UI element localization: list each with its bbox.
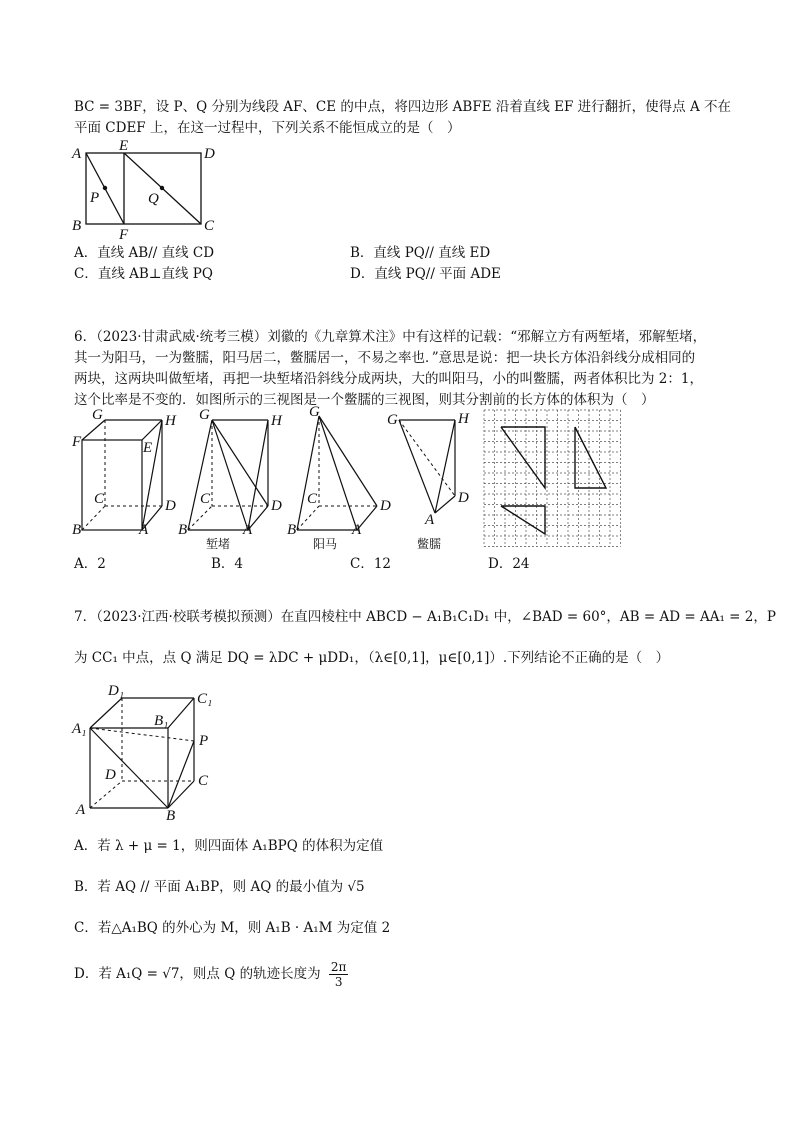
q6-caption-bienao: 鳖臑 bbox=[417, 537, 442, 551]
q5-option-d[interactable]: D．直线 PQ// 平面 ADE bbox=[350, 266, 501, 282]
q6-qiandu-label-D: D bbox=[271, 498, 282, 514]
q6-yangma-label-D: D bbox=[380, 498, 391, 514]
q5-label-D: D bbox=[204, 146, 215, 162]
q5-label-C: C bbox=[204, 218, 215, 234]
q5-label-F: F bbox=[119, 227, 129, 243]
q6-text-line-3: 两块，这两块叫做堑堵，再把一块堑堵沿斜线分成两块，大的叫阳马，小的叫鳖臑，两者体积比为 2：1， bbox=[74, 371, 703, 387]
q6-yangma-label-B: B bbox=[287, 522, 297, 538]
q5-option-c[interactable]: C．直线 AB⊥直线 PQ bbox=[74, 266, 213, 282]
q7-text-line-2: 为 CC₁ 中点，点 Q 满足 DQ = λDC + μDD₁，（λ∈[0,1]，μ∈[0,1]）.下列结论不正确的是（ ） bbox=[74, 650, 670, 666]
q7-option-d-text: D．若 A₁Q = √7，则点 Q 的轨迹长度为 bbox=[74, 966, 321, 982]
q6-bienao-label-D: D bbox=[458, 490, 469, 506]
q7-label-A1: A₁ bbox=[72, 721, 87, 737]
q5-label-E: E bbox=[119, 138, 129, 154]
q5-label-Q: Q bbox=[148, 191, 159, 207]
q6-option-d[interactable]: D．24 bbox=[488, 556, 530, 572]
q7-label-B: B bbox=[166, 808, 176, 824]
q6-qiandu-label-H: H bbox=[271, 413, 282, 429]
q7-fraction-denominator: 3 bbox=[334, 975, 343, 989]
q6-bienao-figure bbox=[385, 408, 485, 553]
q5-label-B: B bbox=[72, 218, 82, 234]
q5-option-b[interactable]: B．直线 PQ// 直线 ED bbox=[350, 245, 491, 261]
q6-qiandu-figure bbox=[176, 408, 286, 553]
q6-qiandu-label-A: A bbox=[243, 522, 253, 538]
q6-label-A: A bbox=[139, 522, 149, 538]
q7-option-d[interactable] bbox=[74, 960, 348, 989]
q6-yangma-label-A: A bbox=[352, 522, 362, 538]
q6-three-view-grid bbox=[484, 410, 626, 552]
q6-label-G: G bbox=[92, 407, 103, 423]
q7-fraction-numerator: 2π bbox=[330, 960, 347, 974]
q5-text-line-2: 平面 CDEF 上，在这一过程中，下列关系不能恒成立的是（ ） bbox=[74, 120, 461, 136]
q6-text-line-1: 6．（2023·甘肃武威·统考三模）刘徽的《九章算术注》中有这样的记载：“邪解立方有两堑堵，邪解堑堵， bbox=[74, 329, 707, 345]
q7-label-C1: C₁ bbox=[197, 691, 213, 707]
q6-label-C: C bbox=[94, 491, 105, 507]
q7-label-B1: B₁ bbox=[154, 713, 169, 729]
q7-prism-figure bbox=[70, 683, 230, 823]
q6-yangma-label-G: G bbox=[309, 404, 320, 420]
q6-text-line-4: 这个比率是不变的．如图所示的三视图是一个鳖臑的三视图，则其分割前的长方体的体积为（ ） bbox=[74, 392, 655, 408]
q6-label-F: F bbox=[72, 434, 82, 450]
q6-text-line-2: 其一为阳马，一为鳖臑，阳马居二，鳖臑居一，不易之率也．”意思是说：把一块长方体沿斜线分成相同的 bbox=[74, 350, 696, 366]
q6-label-B: B bbox=[72, 522, 82, 538]
q5-option-a[interactable]: A．直线 AB// 直线 CD bbox=[74, 245, 215, 261]
q7-option-b[interactable]: B．若 AQ // 平面 A₁BP，则 AQ 的最小值为 √5 bbox=[74, 879, 365, 895]
q6-yangma-label-C: C bbox=[307, 491, 318, 507]
q7-label-P: P bbox=[199, 733, 209, 749]
q5-label-A: A bbox=[72, 146, 82, 162]
q6-option-a[interactable]: A．2 bbox=[74, 556, 106, 572]
q5-rectangle-figure bbox=[70, 138, 240, 246]
q6-caption-yangma: 阳马 bbox=[313, 537, 338, 551]
q6-caption-qiandu: 堑堵 bbox=[206, 537, 231, 551]
q7-label-C: C bbox=[198, 773, 209, 789]
q6-bienao-label-H: H bbox=[458, 411, 469, 427]
q7-label-D1: D₁ bbox=[108, 683, 125, 699]
q5-label-P: P bbox=[90, 190, 100, 206]
q6-option-b[interactable]: B．4 bbox=[211, 556, 244, 572]
q6-yangma-figure bbox=[285, 404, 395, 553]
q6-qiandu-label-B: B bbox=[178, 522, 188, 538]
q6-label-D: D bbox=[165, 498, 176, 514]
q7-label-A: A bbox=[76, 802, 86, 818]
q7-text-line-1: 7．（2023·江西·校联考模拟预测）在直四棱柱中 ABCD − A₁B₁C₁D₁ 中，∠BAD = 60°，AB = AD = AA₁ = 2，P bbox=[74, 609, 776, 625]
q6-option-c[interactable]: C．12 bbox=[350, 556, 392, 572]
q5-text-line-1: BC = 3BF，设 P、Q 分别为线段 AF、CE 的中点，将四边形 ABFE 沿着直线 EF 进行翻折，使得点 A 不在 bbox=[74, 99, 731, 115]
q6-bienao-label-G: G bbox=[387, 412, 398, 428]
q6-bienao-label-A: A bbox=[425, 512, 435, 528]
q6-qiandu-label-C: C bbox=[200, 491, 211, 507]
q6-qiandu-label-G: G bbox=[199, 407, 210, 423]
q6-cube-figure bbox=[70, 408, 180, 538]
q6-label-H: H bbox=[165, 413, 176, 429]
q7-label-D: D bbox=[105, 767, 116, 783]
q7-option-d-fraction bbox=[329, 960, 349, 989]
q6-label-E: E bbox=[143, 440, 153, 456]
q7-option-a[interactable]: A．若 λ + μ = 1，则四面体 A₁BPQ 的体积为定值 bbox=[74, 838, 384, 854]
q7-option-c[interactable]: C．若△A₁BQ 的外心为 M，则 A₁B · A₁M 为定值 2 bbox=[74, 920, 391, 936]
